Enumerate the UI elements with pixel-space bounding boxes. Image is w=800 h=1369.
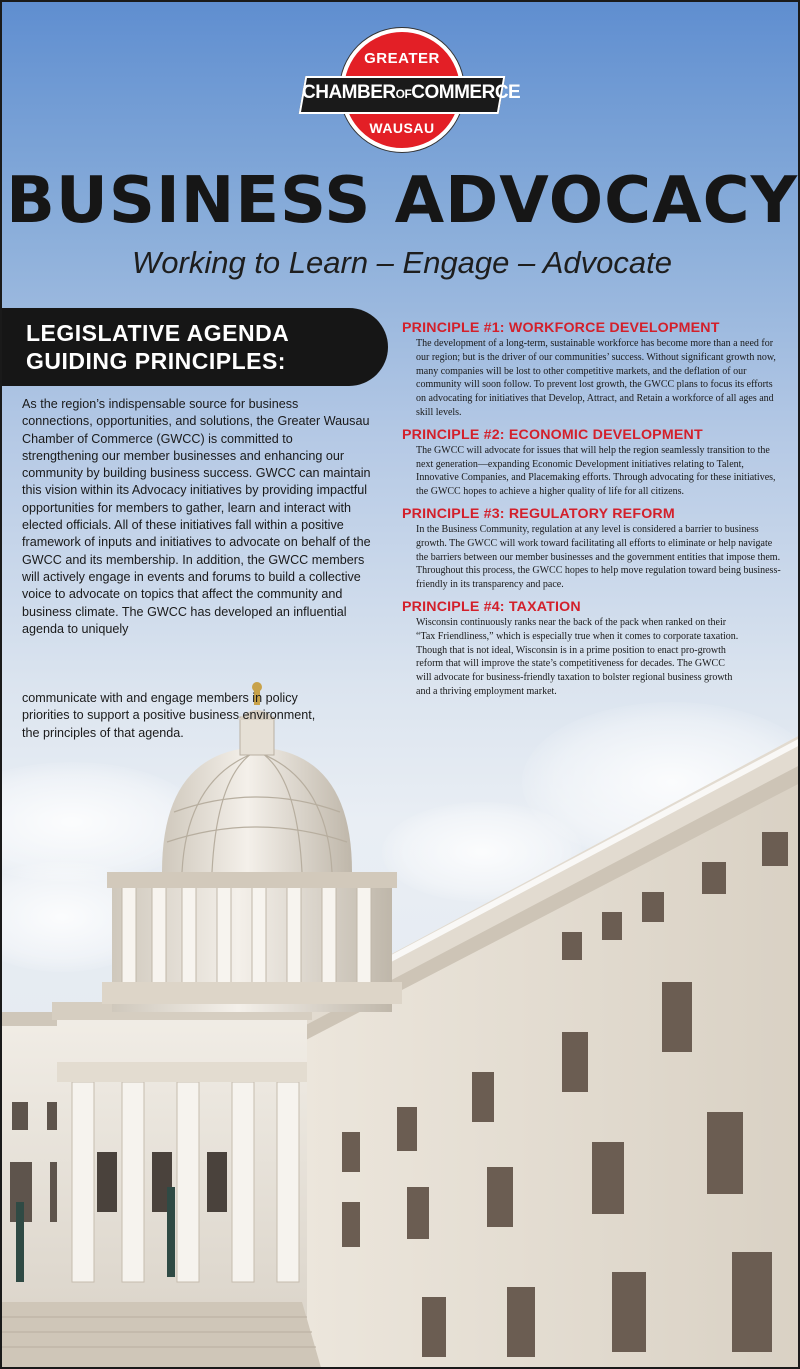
logo-band-text: CHAMBEROFCOMMERCE [302, 82, 521, 103]
principle-heading: PRINCIPLE #4: TAXATION [402, 598, 581, 615]
principle-heading: PRINCIPLE #3: REGULATORY REFORM [402, 505, 675, 522]
principle-body: In the Business Community, regulation at any level is considered a barrier to business growth. The GWCC will work toward facilitating all efforts to eliminate or help navigate the barriers between our member businesses and the government entities that impose them. Throughout this process, the GWCC hopes to help move regulation toward being business-friendly in its transparency and pace. [416, 523, 781, 591]
principle-body: The development of a long-term, sustainable workforce has become more than a need for our region; but is the driver of our communities’ success. Without significant growth now, many companies will be lost to other competitive markets, and the deflation of our community will soon follow. To prevent lost growth, the GWCC plans to focus its efforts on advocating for initiatives that Develop, Attract, and Retain a workforce of all ages and skill levels. [416, 338, 776, 418]
chamber-logo [302, 28, 521, 158]
principle-taxation [402, 598, 782, 699]
page-subtitle: Working to Learn – Engage – Advocate [132, 245, 672, 280]
page-title: BUSINESS ADVOCACY [6, 164, 798, 238]
intro-paragraph: As the region’s indispensable source for business connections, opportunities, and solutions, the Greater Wausau Chamber of Commerce (GWCC) is committed to strengthening our member businesses and enhancing our community by building business success. GWCC can maintain this vision within its Advocacy initiatives by providing impactful opportunities for members to gather, learn and interact with elected officials. All of these initiatives fall within a positive framework of inputs and initiatives to advocate on behalf of the GWCC and its membership. In addition, the GWCC members will actively engage in events and forums to build a collective voice to advocate on topics that affect the community and business climate. The GWCC has developed an influential agenda to uniquely [22, 397, 371, 636]
principle-body: The GWCC will advocate for issues that will help the region seamlessly transition to the next generation—expanding Economic Development initiatives relating to Talent, Innovative Companies, and Placemaking efforts. Through advocating for these initiatives, the GWCC hopes to achieve a higher quality of life for all citizens. [416, 444, 776, 498]
principle-body: Wisconsin continuously ranks near the back of the pack when ranked on their “Tax Friendliness,” which is especially true when it comes to corporate taxation. Though that is not ideal, Wisconsin is in a prime position to enact pro-growth reform that will improve the state’s competitiveness for decades. The GWCC will advocate for business-friendly taxation to bolster regional business growth and a thriving employment market. [416, 616, 739, 697]
principle-economic [402, 426, 782, 499]
principle-regulatory [402, 505, 782, 592]
principle-heading: PRINCIPLE #2: ECONOMIC DEVELOPMENT [402, 426, 703, 443]
capitol-building-image [2, 682, 800, 1369]
logo-bottom-text: WAUSAU [369, 120, 435, 136]
principle-heading: PRINCIPLE #1: WORKFORCE DEVELOPMENT [402, 320, 720, 336]
intro-paragraph-end: communicate with and engage members in policy priorities to support a positive business environment, the principles of that agenda. [22, 691, 316, 740]
agenda-line-2: GUIDING PRINCIPLES: [26, 348, 286, 374]
agenda-line-1: LEGISLATIVE AGENDA [26, 320, 290, 346]
logo-top-text: GREATER [364, 50, 440, 67]
principle-workforce [402, 319, 782, 420]
agenda-banner [2, 308, 388, 386]
principles-list [402, 319, 782, 705]
